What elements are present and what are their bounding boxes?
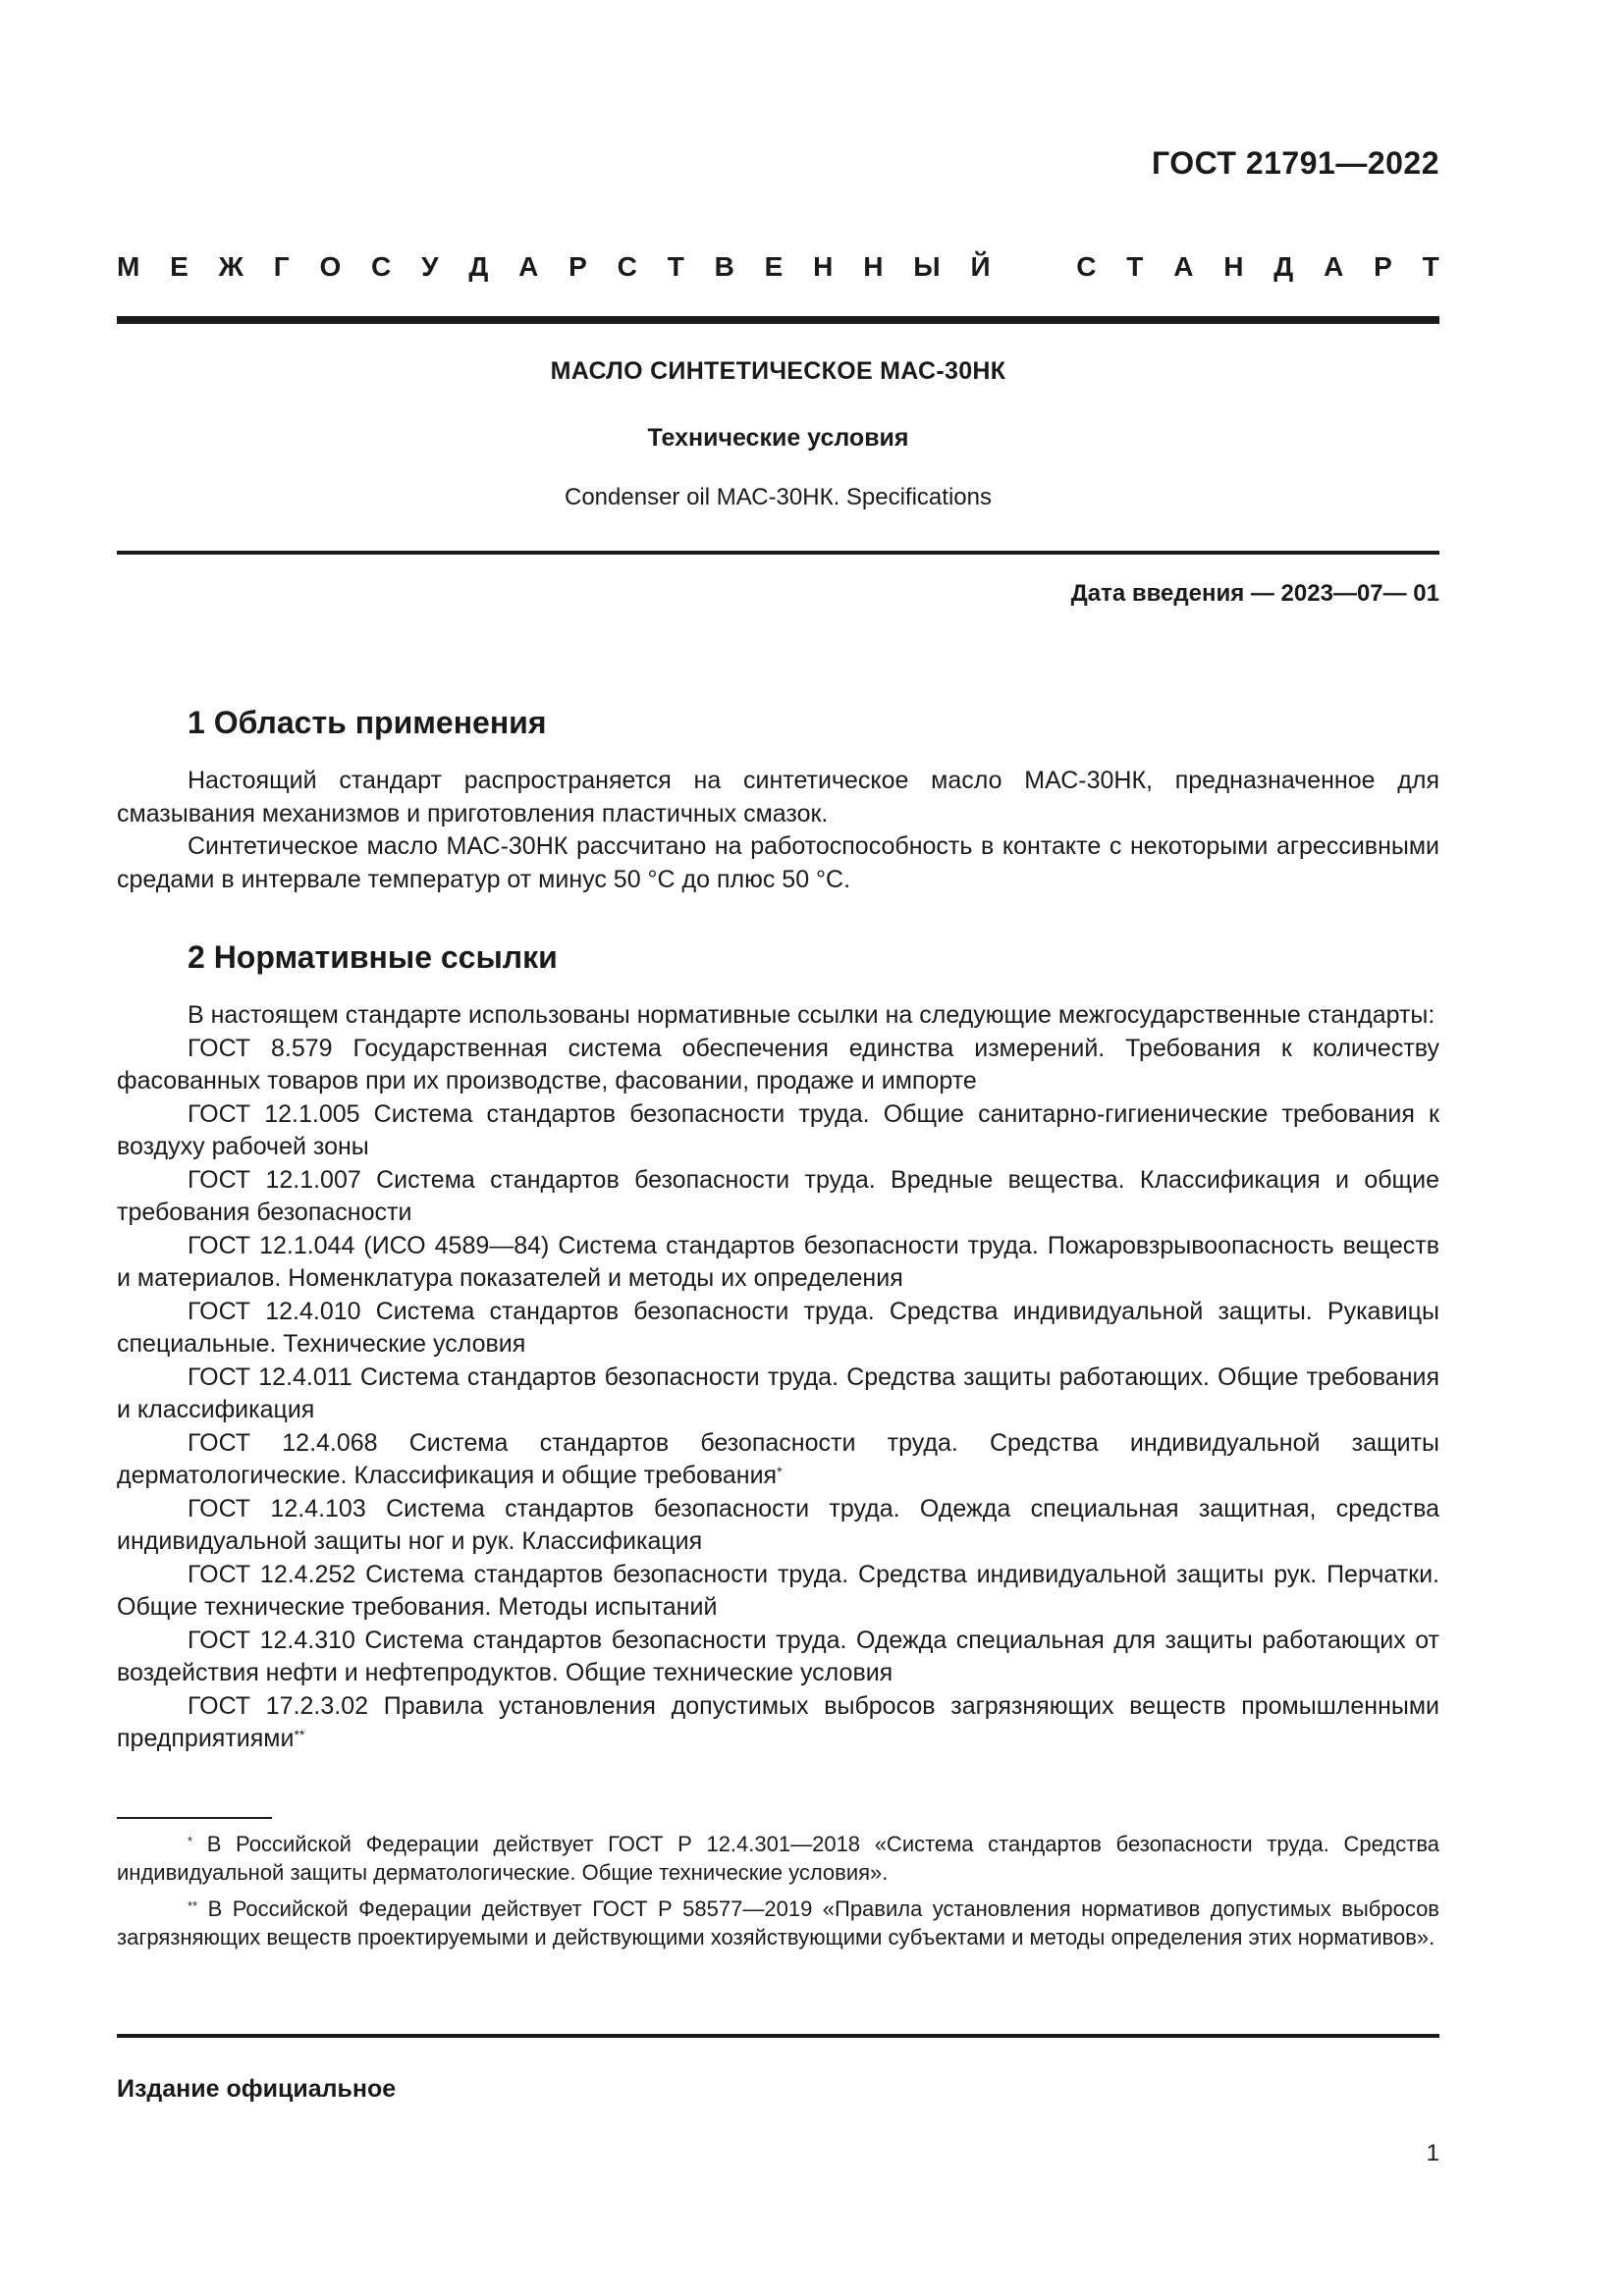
footnote-separator [117, 1817, 272, 1819]
heading-letter: А [518, 251, 539, 282]
standard-type-heading [117, 251, 1439, 283]
reference-text: ГОСТ 12.4.011 Система стандартов безопасности труда. Средства защиты работающих. Общие требования и классификация [117, 1362, 1439, 1423]
document-english-title: Condenser oil МАС-30НК. Specifications [565, 484, 992, 510]
reference-text: ГОСТ 12.4.010 Система стандартов безопасности труда. Средства индивидуальной защиты. Рукавицы специальные. Технические условия [117, 1297, 1439, 1358]
heading-letter: С [1076, 251, 1097, 282]
document-page [117, 0, 1439, 2296]
reference-item [117, 1493, 1439, 1559]
footnotes [117, 1830, 1439, 1959]
heading-letter: Ж [218, 251, 244, 282]
reference-text: ГОСТ 12.4.252 Система стандартов безопасности труда. Средства индивидуальной защиты рук. Перчатки. Общие технические требования. Методы испытаний [117, 1560, 1439, 1621]
reference-text: ГОСТ 12.4.103 Система стандартов безопасности труда. Одежда специальная защитная, средства индивидуальной защиты ног и рук. Классификация [117, 1494, 1439, 1555]
footnote-text: В Российской Федерации действует ГОСТ Р 12.4.301—2018 «Система стандартов безопасности труда. Средства индивидуальной защиты дерматологические. Общие технические условия». [117, 1832, 1439, 1885]
document-title: МАСЛО СИНТЕТИЧЕСКОЕ МАС-30НК [550, 357, 1006, 385]
reference-item [117, 1625, 1439, 1690]
document-number: ГОСТ 21791—2022 [1151, 145, 1439, 181]
reference-item [117, 1033, 1439, 1098]
paragraph: В настоящем стандарте использованы нормативные ссылки на следующие межгосударственные стандарты: [188, 1001, 1435, 1029]
heading-letter: Е [764, 251, 784, 282]
heading-letter: Д [1273, 251, 1294, 282]
document-subtitle: Технические условия [647, 424, 909, 452]
footnote-mark: ** [188, 1898, 198, 1913]
footnote-text: В Российской Федерации действует ГОСТ Р 58577—2019 «Правила установления нормативов допустимых выбросов загрязняющих веществ проектируемыми и действующими хозяйствующими субъектами и методы определения этих нормативов». [117, 1896, 1439, 1949]
footer-rule [117, 2034, 1439, 2038]
reference-item [117, 1098, 1439, 1164]
reference-text: ГОСТ 12.4.310 Система стандартов безопасности труда. Одежда специальная для защиты работающих от воздействия нефти и нефтепродуктов. Общие технические условия [117, 1626, 1439, 1686]
introduction-date: Дата введения — 2023—07— 01 [1070, 580, 1439, 607]
heading-letter: Т [667, 251, 684, 282]
title-rule [117, 551, 1439, 555]
heading-letter: У [421, 251, 439, 282]
reference-list [117, 1033, 1439, 1756]
footnote-mark: * [777, 1464, 783, 1479]
heading-letter: С [617, 251, 637, 282]
footnote-mark: * [188, 1834, 193, 1848]
heading-letter: Д [468, 251, 489, 282]
word-gap [1020, 251, 1046, 283]
footnote-mark: ** [294, 1727, 305, 1742]
footnote [117, 1830, 1439, 1887]
heading-letter: Т [1126, 251, 1144, 282]
reference-text: ГОСТ 8.579 Государственная система обеспечения единства измерений. Требования к количеству фасованных товаров при их производстве, фасовании, продаже и импорте [117, 1034, 1439, 1095]
reference-text: ГОСТ 12.1.044 (ИСО 4589—84) Система стандартов безопасности труда. Пожаровзрывоопасность веществ и материалов. Номенклатура показателей и методы их определения [117, 1231, 1439, 1292]
paragraph: Синтетическое масло МАС-30НК рассчитано на работоспособность в контакте с некоторыми агрессивными средами в интервале температур от минус 50 °С до плюс 50 °С. [117, 832, 1439, 893]
heading-letter: О [319, 251, 342, 282]
reference-item [117, 1230, 1439, 1296]
heading-letter: Р [568, 251, 587, 282]
heading-letter: А [1173, 251, 1194, 282]
section-1-heading: 1 Область применения [188, 705, 547, 740]
section-1-body [117, 765, 1439, 896]
reference-text: ГОСТ 12.1.007 Система стандартов безопасности труда. Вредные вещества. Классификация и общие требования безопасности [117, 1165, 1439, 1226]
heading-letter: Т [1422, 251, 1439, 282]
reference-item [117, 1559, 1439, 1625]
heading-letter: А [1324, 251, 1344, 282]
heading-letter: Й [970, 251, 991, 282]
section-2-body [117, 999, 1439, 1756]
reference-text: ГОСТ 12.1.005 Система стандартов безопасности труда. Общие санитарно-гигиенические требования к воздуху рабочей зоны [117, 1099, 1439, 1160]
reference-item [117, 1164, 1439, 1230]
reference-text: ГОСТ 12.4.068 Система стандартов безопасности труда. Средства индивидуальной защиты дерматологические. Классификация и общие требования [117, 1428, 1439, 1489]
reference-item [117, 1296, 1439, 1362]
heading-letter: Н [1223, 251, 1244, 282]
footnote [117, 1895, 1439, 1951]
heading-letter: Н [863, 251, 884, 282]
section-2-heading: 2 Нормативные ссылки [188, 939, 558, 975]
heading-letter: Ы [913, 251, 941, 282]
edition-label: Издание официальное [117, 2075, 397, 2103]
reference-text: ГОСТ 17.2.3.02 Правила установления допустимых выбросов загрязняющих веществ промышленными предприятиями [117, 1691, 1439, 1752]
heading-letter: Е [170, 251, 189, 282]
heading-letter: В [714, 251, 734, 282]
reference-item [117, 1427, 1439, 1493]
header-rule [117, 316, 1439, 324]
heading-letter: М [117, 251, 140, 282]
heading-letter: С [371, 251, 392, 282]
heading-letter: Н [813, 251, 834, 282]
heading-letter: Р [1374, 251, 1392, 282]
paragraph: Настоящий стандарт распространяется на синтетическое масло МАС-30НК, предназначенное для смазывания механизмов и приготовления пластичных смазок. [117, 767, 1439, 828]
reference-item [117, 1690, 1439, 1756]
page-number: 1 [1426, 2140, 1439, 2166]
heading-letter: Г [273, 251, 290, 282]
reference-item [117, 1362, 1439, 1427]
